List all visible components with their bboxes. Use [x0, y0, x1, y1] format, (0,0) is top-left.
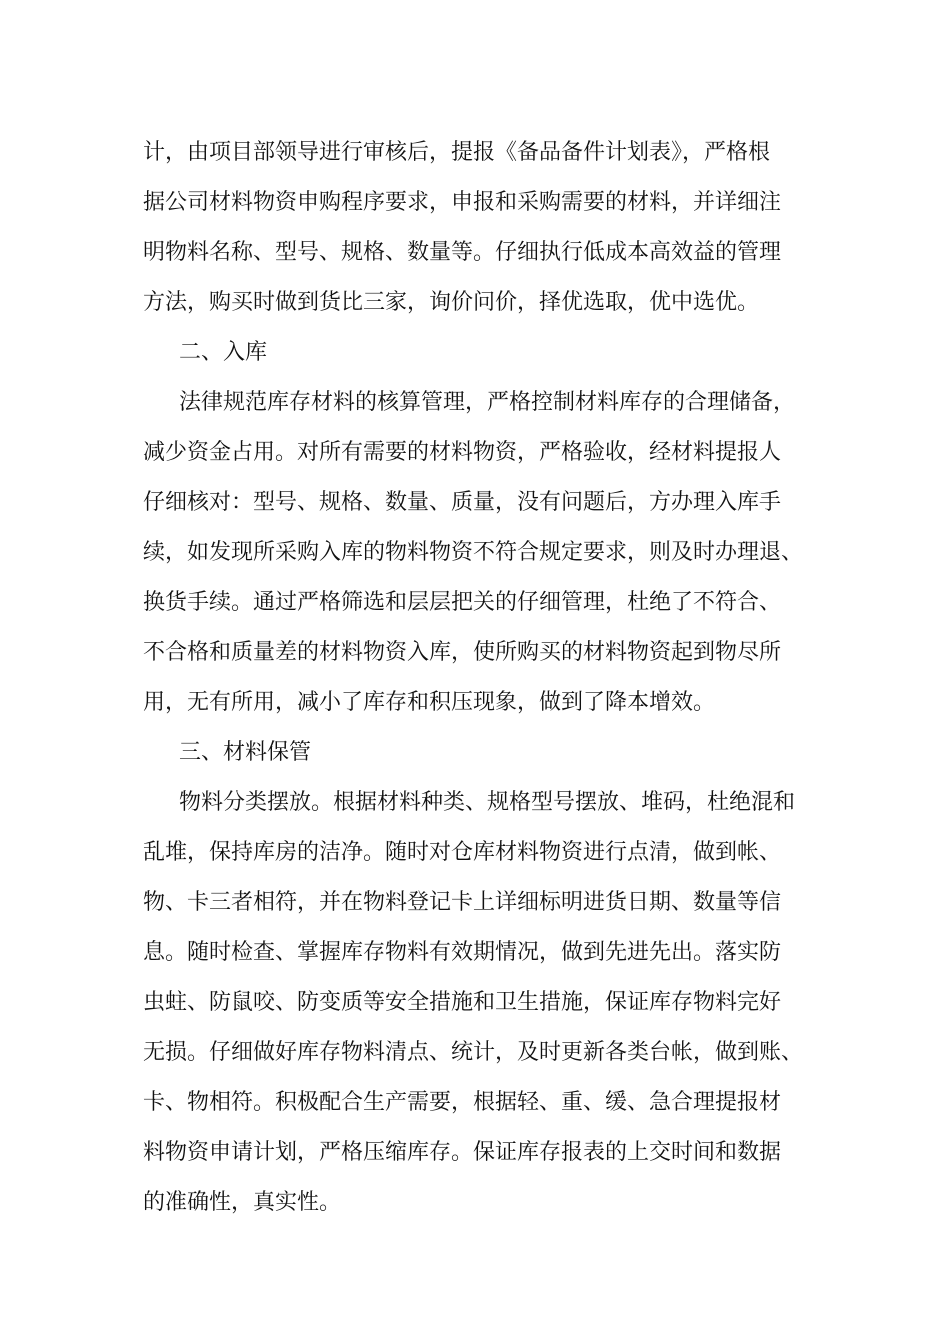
body-line: 虫蛀、防鼠咬、防变质等安全措施和卫生措施，保证库存物料完好	[143, 990, 782, 1015]
body-line: 物、卡三者相符，并在物料登记卡上详细标明进货日期、数量等信	[143, 890, 782, 915]
body-line: 不合格和质量差的材料物资入库，使所购买的材料物资起到物尽所	[143, 640, 782, 665]
document-body	[143, 128, 823, 1228]
body-line: 明物料名称、型号、规格、数量等。仔细执行低成本高效益的管理	[143, 240, 782, 265]
body-line: 乱堆，保持库房的洁净。随时对仓库材料物资进行点清，做到帐、	[143, 840, 782, 865]
section-heading-inbound: 二、入库	[179, 340, 268, 365]
body-line: 物料分类摆放。根据材料种类、规格型号摆放、堆码，杜绝混和	[179, 790, 796, 815]
body-line: 用，无有所用，减小了库存和积压现象，做到了降本增效。	[143, 690, 716, 715]
body-line: 的准确性，真实性。	[143, 1190, 342, 1215]
body-line: 方法，购买时做到货比三家，询价问价，择优选取，优中选优。	[143, 290, 760, 315]
body-line: 换货手续。通过严格筛选和层层把关的仔细管理，杜绝了不符合、	[143, 590, 782, 615]
body-line: 卡、物相符。积极配合生产需要，根据轻、重、缓、急合理提报材	[143, 1090, 782, 1115]
body-line: 减少资金占用。对所有需要的材料物资，严格验收，经材料提报人	[143, 440, 782, 465]
body-line: 据公司材料物资申购程序要求，申报和采购需要的材料，并详细注	[143, 190, 782, 215]
body-line: 续，如发现所采购入库的物料物资不符合规定要求，则及时办理退、	[143, 540, 804, 565]
body-line: 料物资申请计划，严格压缩库存。保证库存报表的上交时间和数据	[143, 1140, 782, 1165]
body-line: 息。随时检查、掌握库存物料有效期情况，做到先进先出。落实防	[143, 940, 782, 965]
body-line: 仔细核对：型号、规格、数量、质量，没有问题后，方办理入库手	[143, 490, 782, 515]
body-line: 无损。仔细做好库存物料清点、统计，及时更新各类台帐，做到账、	[143, 1040, 804, 1065]
body-line: 法律规范库存材料的核算管理，严格控制材料库存的合理储备，	[179, 390, 796, 415]
body-line: 计，由项目部领导进行审核后，提报《备品备件计划表》，严格根	[143, 140, 771, 165]
section-heading-storage: 三、材料保管	[179, 740, 312, 765]
